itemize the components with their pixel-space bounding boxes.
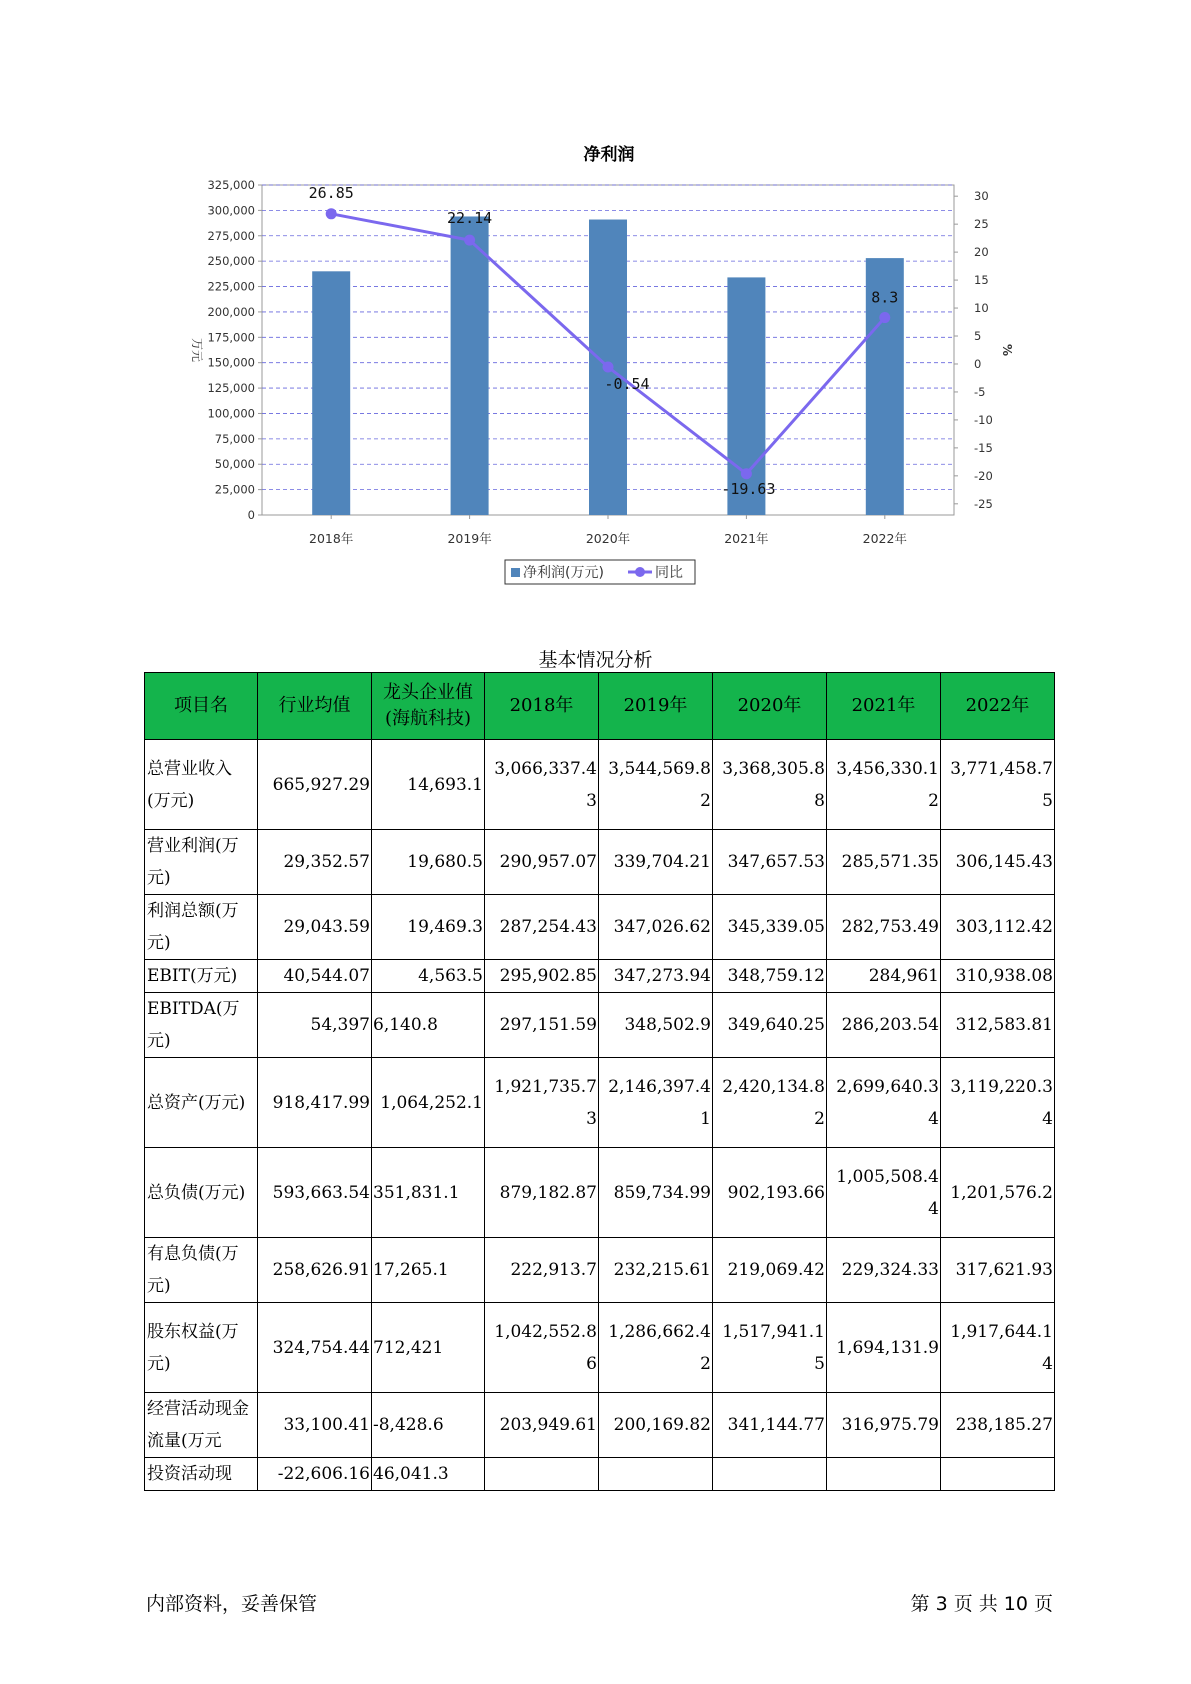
table-cell: 348,759.12 (713, 960, 827, 993)
basic-analysis-table (144, 672, 1055, 1491)
table-cell: 19,680.5 (372, 830, 485, 895)
table-cell: 1,042,552.86 (485, 1303, 599, 1393)
yoy-data-label: 22.14 (447, 209, 493, 228)
table-cell: 349,640.25 (713, 993, 827, 1058)
yoy-data-label: -0.54 (604, 375, 650, 394)
header-leader: 龙头企业值(海航科技) (372, 673, 485, 740)
table-row (145, 1393, 1055, 1458)
table-cell: 200,169.82 (599, 1393, 713, 1458)
table-cell: 339,704.21 (599, 830, 713, 895)
table-cell: 879,182.87 (485, 1148, 599, 1238)
table-cell: 222,913.7 (485, 1238, 599, 1303)
table-cell: 1,201,576.2 (941, 1148, 1055, 1238)
x-tick-label: 2022年 (862, 531, 907, 546)
y2-tick-label: 15 (974, 273, 989, 288)
table-cell: 347,273.94 (599, 960, 713, 993)
table-cell: 665,927.29 (258, 740, 372, 830)
y2-tick-label: 10 (974, 301, 989, 316)
y2-tick-label: -10 (974, 412, 993, 427)
table-cell: 310,938.08 (941, 960, 1055, 993)
table-cell: 3,544,569.82 (599, 740, 713, 830)
table-cell: 54,397 (258, 993, 372, 1058)
row-label: 营业利润(万元) (145, 830, 258, 895)
table-cell: 3,456,330.12 (827, 740, 941, 830)
row-label: 总资产(万元) (145, 1058, 258, 1148)
y2-tick-label: 20 (974, 245, 989, 260)
table-cell (713, 1458, 827, 1491)
legend-line-label: 同比 (655, 565, 683, 581)
table-cell (485, 1458, 599, 1491)
chart-title: 净利润 (583, 145, 635, 165)
table-cell: 3,066,337.43 (485, 740, 599, 830)
y2-tick-label: -15 (974, 440, 993, 455)
table-cell: 29,352.57 (258, 830, 372, 895)
table-cell: 1,064,252.1 (372, 1058, 485, 1148)
x-tick-label: 2018年 (309, 531, 354, 546)
table-cell: 345,339.05 (713, 895, 827, 960)
table-cell (599, 1458, 713, 1491)
table-cell: 29,043.59 (258, 895, 372, 960)
y2-tick-label: 25 (974, 217, 989, 232)
table-row (145, 1148, 1055, 1238)
table-cell: 2,420,134.82 (713, 1058, 827, 1148)
y-tick-label: 125,000 (207, 381, 255, 396)
y2-tick-label: 0 (974, 356, 982, 371)
row-label: 股东权益(万元) (145, 1303, 258, 1393)
yoy-point (464, 235, 475, 246)
table-row (145, 1303, 1055, 1393)
y-axis-label: 万元 (190, 337, 204, 363)
table-cell: 918,417.99 (258, 1058, 372, 1148)
y-tick-label: 150,000 (207, 355, 255, 370)
table-cell: 3,368,305.88 (713, 740, 827, 830)
yoy-data-label: 8.3 (871, 288, 899, 307)
table-cell: -8,428.6 (372, 1393, 485, 1458)
table-cell: 6,140.8 (372, 993, 485, 1058)
table-row (145, 1238, 1055, 1303)
row-label: 总营业收入(万元) (145, 740, 258, 830)
table-cell: 347,026.62 (599, 895, 713, 960)
table-cell: 46,041.3 (372, 1458, 485, 1491)
table-cell: 4,563.5 (372, 960, 485, 993)
table-cell: 3,771,458.75 (941, 740, 1055, 830)
table-title: 基本情况分析 (538, 649, 653, 671)
y2-tick-label: -25 (974, 496, 993, 511)
y-tick-label: 50,000 (214, 457, 255, 472)
table-cell: 40,544.07 (258, 960, 372, 993)
row-label: 投资活动现 (145, 1458, 258, 1491)
row-label: 总负债(万元) (145, 1148, 258, 1238)
page-number: 第 3 页 共 10 页 (910, 1593, 1053, 1615)
table-cell: 306,145.43 (941, 830, 1055, 895)
table-cell: 1,694,131.9 (827, 1303, 941, 1393)
table-cell: 1,286,662.42 (599, 1303, 713, 1393)
table-row (145, 1058, 1055, 1148)
yoy-data-label: -19.63 (721, 479, 776, 498)
legend-line-marker (635, 567, 645, 577)
table-cell (941, 1458, 1055, 1491)
table-cell: 312,583.81 (941, 993, 1055, 1058)
header-2021: 2021年 (827, 673, 941, 740)
x-tick-label: 2019年 (447, 531, 492, 546)
header-2019: 2019年 (599, 673, 713, 740)
table-row (145, 830, 1055, 895)
table-cell: 303,112.42 (941, 895, 1055, 960)
table-cell: 287,254.43 (485, 895, 599, 960)
table-cell: 203,949.61 (485, 1393, 599, 1458)
table-cell: 229,324.33 (827, 1238, 941, 1303)
table-cell: 282,753.49 (827, 895, 941, 960)
header-industry-avg: 行业均值 (258, 673, 372, 740)
table-cell: 258,626.91 (258, 1238, 372, 1303)
bar (312, 271, 350, 515)
yoy-point (879, 312, 890, 323)
header-2022: 2022年 (941, 673, 1055, 740)
y-tick-label: 100,000 (207, 406, 255, 421)
table-cell: 290,957.07 (485, 830, 599, 895)
y-tick-label: 225,000 (207, 279, 255, 294)
table-cell: 19,469.3 (372, 895, 485, 960)
table-cell (827, 1458, 941, 1491)
legend-bar-swatch (511, 568, 520, 577)
table-cell: 297,151.59 (485, 993, 599, 1058)
yoy-point (326, 208, 337, 219)
table-cell: 859,734.99 (599, 1148, 713, 1238)
y-tick-label: 325,000 (207, 178, 255, 192)
table-row (145, 960, 1055, 993)
row-label: 经营活动现金流量(万元 (145, 1393, 258, 1458)
table-cell: 351,831.1 (372, 1148, 485, 1238)
header-item: 项目名 (145, 673, 258, 740)
table-cell: 2,699,640.34 (827, 1058, 941, 1148)
table-cell: 712,421 (372, 1303, 485, 1393)
table-cell: 348,502.9 (599, 993, 713, 1058)
y-tick-label: 275,000 (207, 228, 255, 243)
table-row (145, 740, 1055, 830)
table-cell: 1,921,735.73 (485, 1058, 599, 1148)
row-label: EBITDA(万元) (145, 993, 258, 1058)
y-tick-label: 175,000 (207, 330, 255, 345)
table-cell: 902,193.66 (713, 1148, 827, 1238)
footer-note: 内部资料，妥善保管 (146, 1593, 318, 1615)
yoy-point (603, 362, 614, 373)
header-2018: 2018年 (485, 673, 599, 740)
row-label: EBIT(万元) (145, 960, 258, 993)
table-cell: 1,917,644.14 (941, 1303, 1055, 1393)
net-profit-chart (0, 0, 1191, 600)
table-cell: 2,146,397.41 (599, 1058, 713, 1148)
table-cell: 33,100.41 (258, 1393, 372, 1458)
y-tick-label: 300,000 (207, 203, 255, 218)
table-cell: 238,185.27 (941, 1393, 1055, 1458)
y2-tick-label: -20 (974, 468, 993, 483)
y2-tick-label: 5 (974, 329, 982, 344)
table-cell: 14,693.1 (372, 740, 485, 830)
y-tick-label: 200,000 (207, 304, 255, 319)
y-tick-label: 75,000 (214, 431, 255, 446)
chart-canvas (0, 0, 1191, 600)
yoy-data-label: 26.85 (308, 183, 354, 202)
table-cell: 284,961 (827, 960, 941, 993)
y-tick-label: 250,000 (207, 254, 255, 269)
header-2020: 2020年 (713, 673, 827, 740)
table-cell: 219,069.42 (713, 1238, 827, 1303)
table-cell: 286,203.54 (827, 993, 941, 1058)
table-row (145, 993, 1055, 1058)
table-cell: 341,144.77 (713, 1393, 827, 1458)
table-header-row (145, 673, 1055, 740)
table-row (145, 895, 1055, 960)
table-cell: 295,902.85 (485, 960, 599, 993)
row-label: 利润总额(万元) (145, 895, 258, 960)
x-tick-label: 2021年 (724, 531, 769, 546)
y2-axis-label: % (1000, 343, 1014, 357)
y-tick-label: 0 (247, 508, 255, 522)
y-tick-label: 25,000 (214, 482, 255, 497)
table-cell: 1,005,508.44 (827, 1148, 941, 1238)
table-cell: 317,621.93 (941, 1238, 1055, 1303)
table-row (145, 1458, 1055, 1491)
table-cell: -22,606.16 (258, 1458, 372, 1491)
table-cell: 324,754.44 (258, 1303, 372, 1393)
table-cell: 232,215.61 (599, 1238, 713, 1303)
table-cell: 593,663.54 (258, 1148, 372, 1238)
table-cell: 1,517,941.15 (713, 1303, 827, 1393)
x-tick-label: 2020年 (585, 531, 631, 546)
table-cell: 285,571.35 (827, 830, 941, 895)
table-cell: 17,265.1 (372, 1238, 485, 1303)
table-cell: 316,975.79 (827, 1393, 941, 1458)
table-cell: 347,657.53 (713, 830, 827, 895)
y2-tick-label: -5 (974, 384, 986, 399)
y2-tick-label: 30 (974, 189, 989, 204)
legend-bar-label: 净利润(万元) (523, 565, 604, 581)
yoy-point (741, 468, 752, 479)
row-label: 有息负债(万元) (145, 1238, 258, 1303)
bar (451, 216, 489, 515)
table-cell: 3,119,220.34 (941, 1058, 1055, 1148)
